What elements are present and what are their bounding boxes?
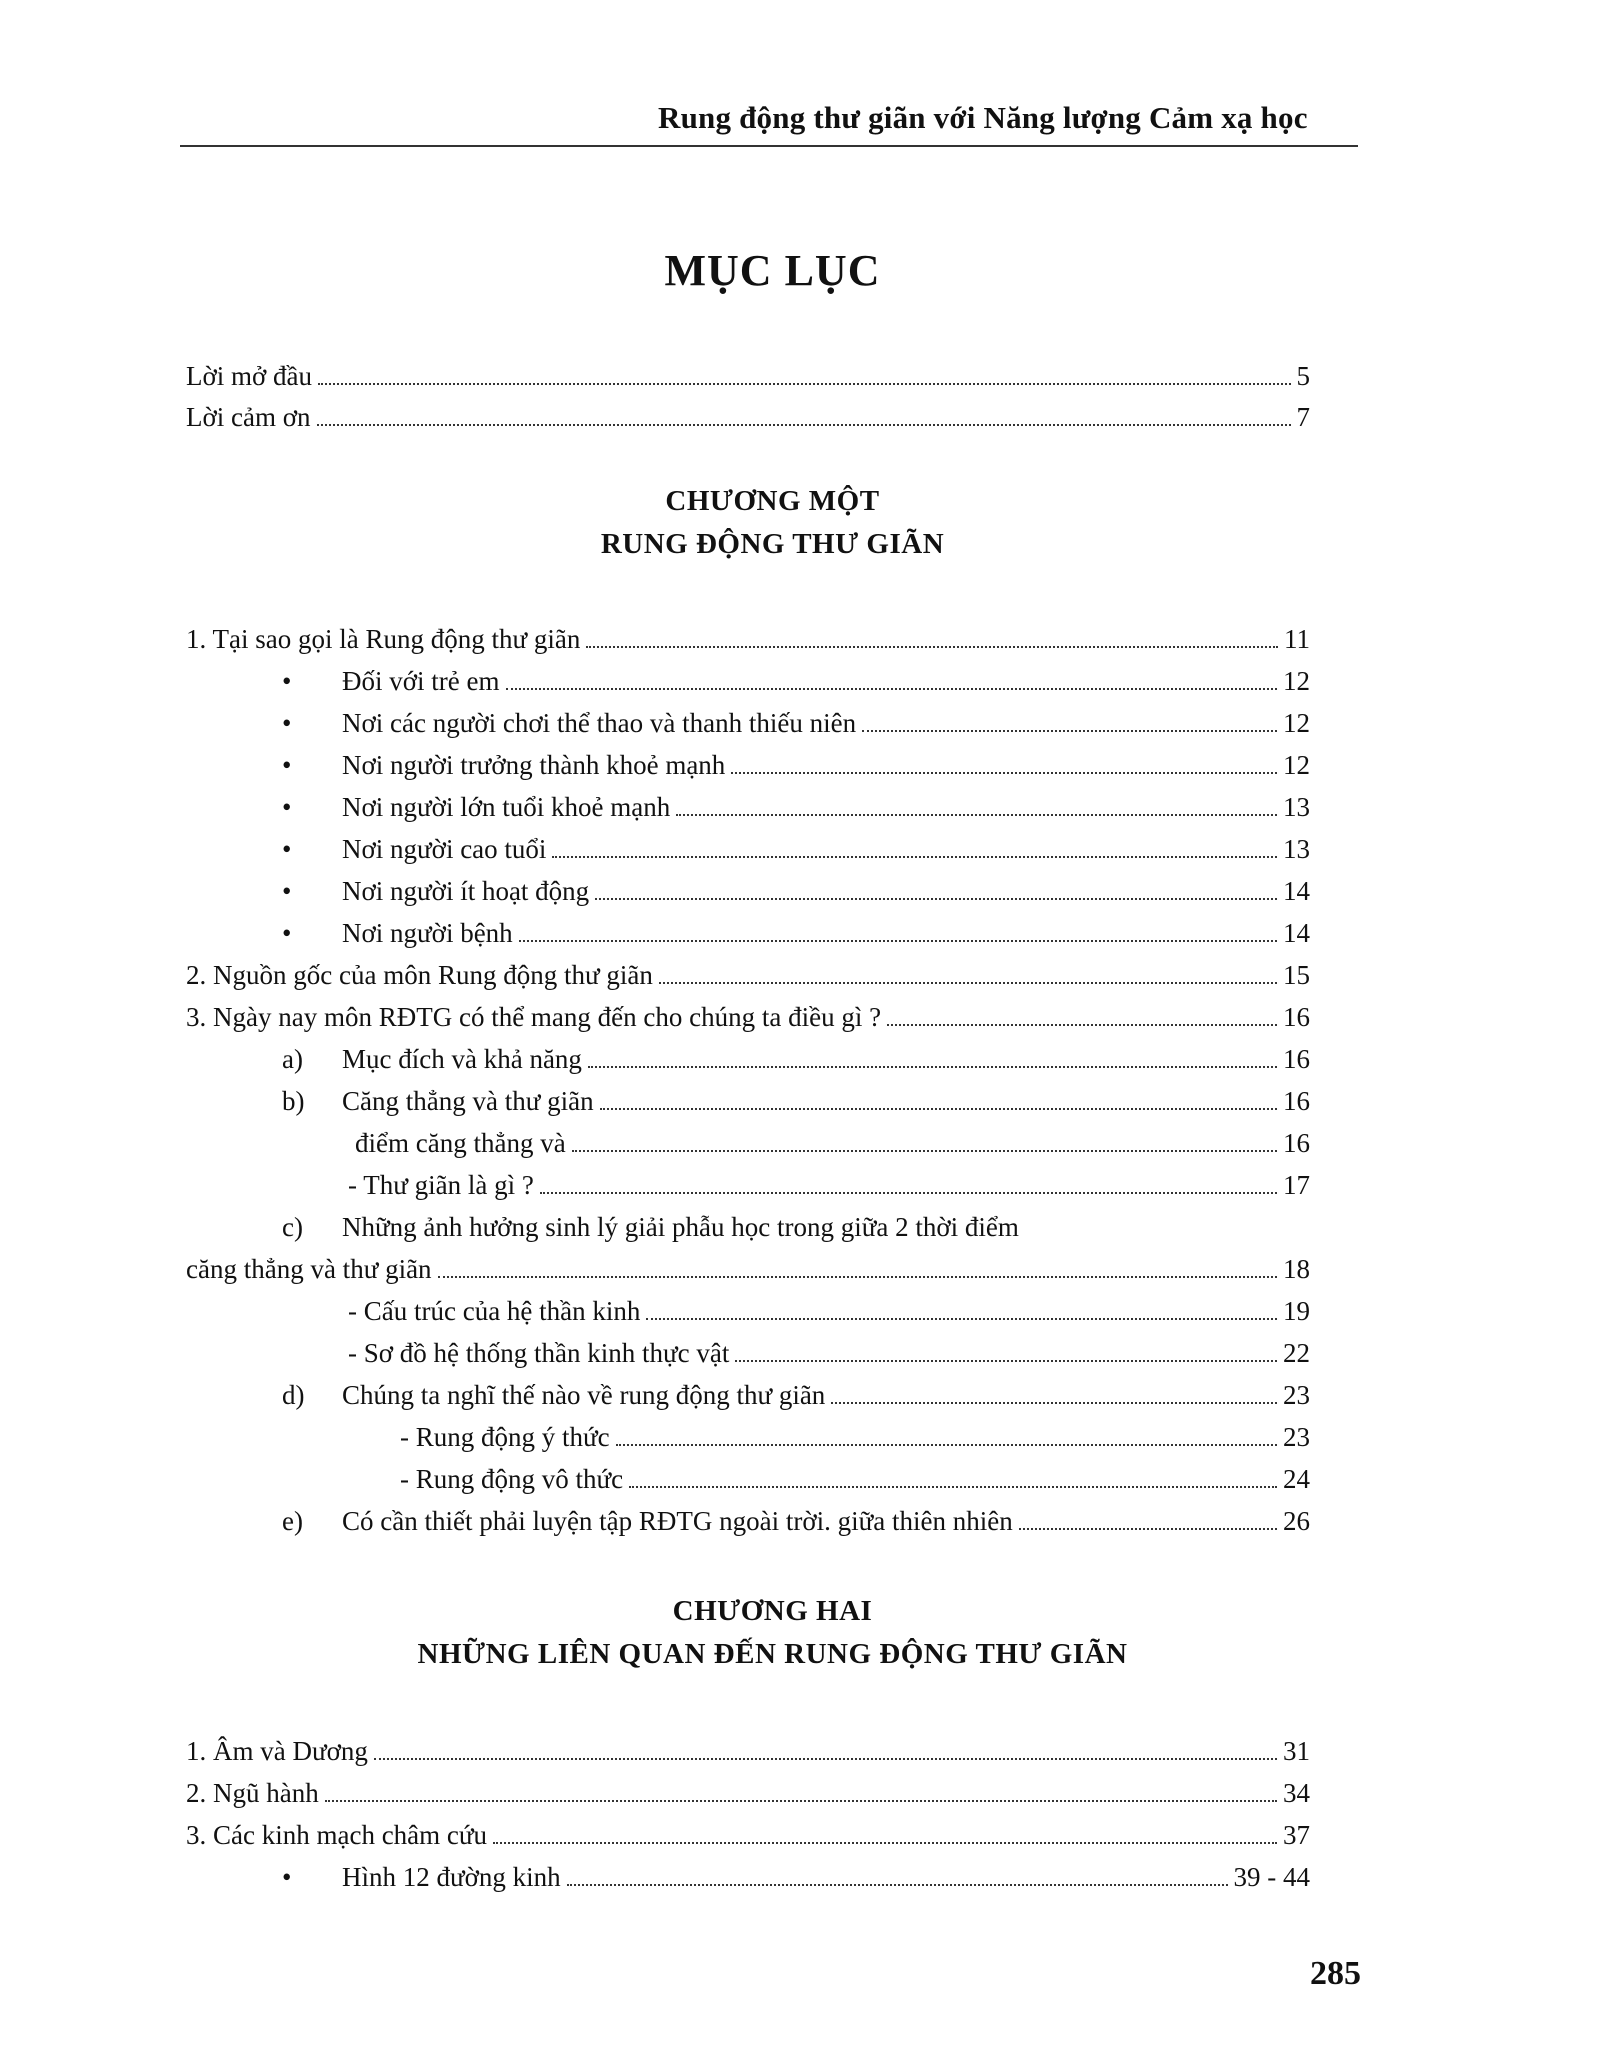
toc-entry[interactable] <box>282 1038 1310 1080</box>
toc-entry-text: 2. Nguồn gốc của môn Rung động thư giãn <box>186 960 653 990</box>
toc-entry-text: - Cấu trúc của hệ thần kinh <box>348 1296 641 1326</box>
dot-leader <box>325 1800 1277 1802</box>
toc-entry-text: Lời mở đầu <box>186 361 313 391</box>
toc-entry-page: 16 <box>1283 1086 1310 1116</box>
toc-entry-text: Những ảnh hưởng sinh lý giải phẫu học trong giữa 2 thời điểm <box>342 1212 1019 1242</box>
dot-leader <box>506 688 1278 690</box>
bullet-marker: • <box>282 666 292 696</box>
toc-entry[interactable] <box>348 1290 1310 1332</box>
toc-entry[interactable] <box>186 1814 1310 1856</box>
toc-entry[interactable] <box>186 954 1310 996</box>
toc-entry-text: Nơi người lớn tuổi khoẻ mạnh <box>342 792 671 822</box>
dot-leader <box>588 1066 1277 1068</box>
bullet-marker: • <box>282 834 292 864</box>
toc-entry-page: 14 <box>1283 918 1310 948</box>
toc-entry-text: điểm căng thẳng và <box>355 1128 566 1158</box>
toc-entry-text: Nơi người cao tuổi <box>342 834 547 864</box>
toc-entry[interactable] <box>186 1730 1310 1772</box>
toc-entry-text: Mục đích và khả năng <box>342 1044 582 1074</box>
toc-entry-text: Đối với trẻ em <box>342 666 500 696</box>
dot-leader <box>567 1884 1228 1886</box>
toc-entry-page: 5 <box>1296 361 1310 391</box>
item-marker: a) <box>282 1044 303 1074</box>
toc-entry-text: căng thẳng và thư giãn <box>186 1254 432 1284</box>
toc-entry-page: 12 <box>1283 708 1310 738</box>
toc-entry-page: 37 <box>1283 1820 1310 1850</box>
toc-entry[interactable] <box>282 828 1310 870</box>
toc-entry-page: 15 <box>1283 960 1310 990</box>
item-marker: b) <box>282 1086 305 1116</box>
toc-entry-text: - Sơ đồ hệ thống thần kinh thực vật <box>348 1338 730 1368</box>
toc-entry-text: - Rung động ý thức <box>400 1422 610 1452</box>
toc-entry-page: 34 <box>1283 1778 1310 1808</box>
chapter-title: RUNG ĐỘNG THƯ GIÃN <box>600 528 945 560</box>
toc-entry[interactable] <box>186 618 1310 660</box>
toc-entry-page: 23 <box>1283 1422 1310 1452</box>
toc-entry-page: 16 <box>1283 1044 1310 1074</box>
dot-leader <box>600 1108 1277 1110</box>
toc-entry[interactable] <box>282 786 1310 828</box>
item-marker: d) <box>282 1380 305 1410</box>
dot-leader <box>735 1360 1277 1362</box>
dot-leader <box>374 1758 1277 1760</box>
dot-leader <box>493 1842 1277 1844</box>
dot-leader <box>540 1192 1277 1194</box>
toc-entry-text: 3. Ngày nay môn RĐTG có thể mang đến cho chúng ta điều gì ? <box>186 1002 882 1032</box>
header-rule <box>180 145 1358 147</box>
toc-entry-page: 12 <box>1283 666 1310 696</box>
toc-entry-text: Lời cảm ơn <box>186 402 311 432</box>
bullet-marker: • <box>282 918 292 948</box>
toc-entry-text: 1. Tại sao gọi là Rung động thư giãn <box>186 624 581 654</box>
toc-entry-page: 13 <box>1283 834 1310 864</box>
toc-entry[interactable] <box>282 912 1310 954</box>
toc-entry[interactable] <box>282 702 1310 744</box>
dot-leader <box>586 646 1278 648</box>
toc-entry[interactable] <box>186 996 1310 1038</box>
chapter-label: CHƯƠNG HAI <box>672 1595 873 1627</box>
dot-leader <box>595 898 1277 900</box>
toc-entry-text: Nơi người bệnh <box>342 918 513 948</box>
dot-leader <box>552 856 1277 858</box>
toc-entry-page: 26 <box>1283 1506 1310 1536</box>
toc-entry[interactable] <box>186 1248 1310 1290</box>
toc-entry[interactable] <box>348 1332 1310 1374</box>
toc-entry-acknowledgments[interactable] <box>186 396 1310 438</box>
chapter-two-heading <box>0 1590 1545 1676</box>
toc-entry-text: 3. Các kinh mạch châm cứu <box>186 1820 488 1850</box>
bullet-marker: • <box>282 792 292 822</box>
chapter-title: NHỮNG LIÊN QUAN ĐẾN RUNG ĐỘNG THƯ GIÃN <box>417 1638 1128 1670</box>
toc-entry-text: 2. Ngũ hành <box>186 1778 319 1808</box>
dot-leader <box>317 424 1291 426</box>
toc-entry-page: 7 <box>1296 402 1310 432</box>
toc-entry[interactable] <box>348 1164 1310 1206</box>
toc-entry-page: 16 <box>1283 1128 1310 1158</box>
toc-entry-text: - Rung động vô thức <box>400 1464 624 1494</box>
page-number: 285 <box>1310 1955 1361 1992</box>
toc-entry-continued[interactable] <box>282 1206 1019 1248</box>
dot-leader <box>1019 1528 1277 1530</box>
toc-entry-page: 24 <box>1283 1464 1310 1494</box>
chapter-one-heading <box>0 480 1545 566</box>
toc-entry-page: 18 <box>1283 1254 1310 1284</box>
toc-entry-text: Có cần thiết phải luyện tập RĐTG ngoài trời. giữa thiên nhiên <box>342 1506 1013 1536</box>
toc-entry[interactable] <box>282 1500 1310 1542</box>
toc-entry-page: 14 <box>1283 876 1310 906</box>
toc-entry-text: Nơi người trưởng thành khoẻ mạnh <box>342 750 726 780</box>
toc-entry-preface[interactable] <box>186 355 1310 397</box>
toc-entry[interactable] <box>282 1374 1310 1416</box>
dot-leader <box>731 772 1277 774</box>
dot-leader <box>572 1150 1277 1152</box>
toc-entry-page: 11 <box>1284 624 1310 654</box>
toc-entry[interactable] <box>282 870 1310 912</box>
toc-entry-text: Nơi các người chơi thể thao và thanh thiếu niên <box>342 708 857 738</box>
toc-entry[interactable] <box>186 1772 1310 1814</box>
dot-leader <box>676 814 1277 816</box>
toc-entry[interactable] <box>355 1122 1310 1164</box>
toc-entry[interactable] <box>400 1458 1310 1500</box>
toc-entry-text: Hình 12 đường kinh <box>342 1862 561 1892</box>
chapter-label: CHƯƠNG MỘT <box>665 485 880 517</box>
toc-entry-text: Căng thẳng và thư giãn <box>342 1086 594 1116</box>
dot-leader <box>438 1276 1277 1278</box>
dot-leader <box>646 1318 1277 1320</box>
bullet-marker: • <box>282 708 292 738</box>
toc-entry[interactable] <box>282 660 1310 702</box>
item-marker: e) <box>282 1506 303 1536</box>
toc-entry-page: 22 <box>1283 1338 1310 1368</box>
toc-entry-text: Chúng ta nghĩ thế nào về rung động thư giãn <box>342 1380 826 1410</box>
toc-entry-text: 1. Âm và Dương <box>186 1736 368 1766</box>
page-title: MỤC LỤC <box>664 246 881 295</box>
toc-entry[interactable] <box>282 1080 1310 1122</box>
toc-entry-page: 19 <box>1283 1296 1310 1326</box>
toc-entry[interactable] <box>282 1856 1310 1898</box>
toc-entry-page: 39 - 44 <box>1233 1862 1310 1892</box>
toc-entry-page: 23 <box>1283 1380 1310 1410</box>
dot-leader <box>862 730 1277 732</box>
bullet-marker: • <box>282 1862 292 1892</box>
toc-entry-page: 16 <box>1283 1002 1310 1032</box>
dot-leader <box>519 940 1277 942</box>
toc-entry[interactable] <box>400 1416 1310 1458</box>
dot-leader <box>318 383 1290 385</box>
toc-entry-page: 12 <box>1283 750 1310 780</box>
toc-entry-page: 17 <box>1283 1170 1310 1200</box>
toc-entry-page: 13 <box>1283 792 1310 822</box>
dot-leader <box>887 1024 1277 1026</box>
dot-leader <box>659 982 1277 984</box>
toc-entry-text: Nơi người ít hoạt động <box>342 876 590 906</box>
dot-leader <box>629 1486 1277 1488</box>
bullet-marker: • <box>282 876 292 906</box>
toc-entry[interactable] <box>282 744 1310 786</box>
dot-leader <box>616 1444 1277 1446</box>
dot-leader <box>831 1402 1277 1404</box>
toc-entry-text: - Thư giãn là gì ? <box>348 1170 534 1200</box>
bullet-marker: • <box>282 750 292 780</box>
toc-entry-page: 31 <box>1283 1736 1310 1766</box>
item-marker: c) <box>282 1212 303 1242</box>
running-head: Rung động thư giãn với Năng lượng Cảm xạ học <box>658 100 1308 135</box>
